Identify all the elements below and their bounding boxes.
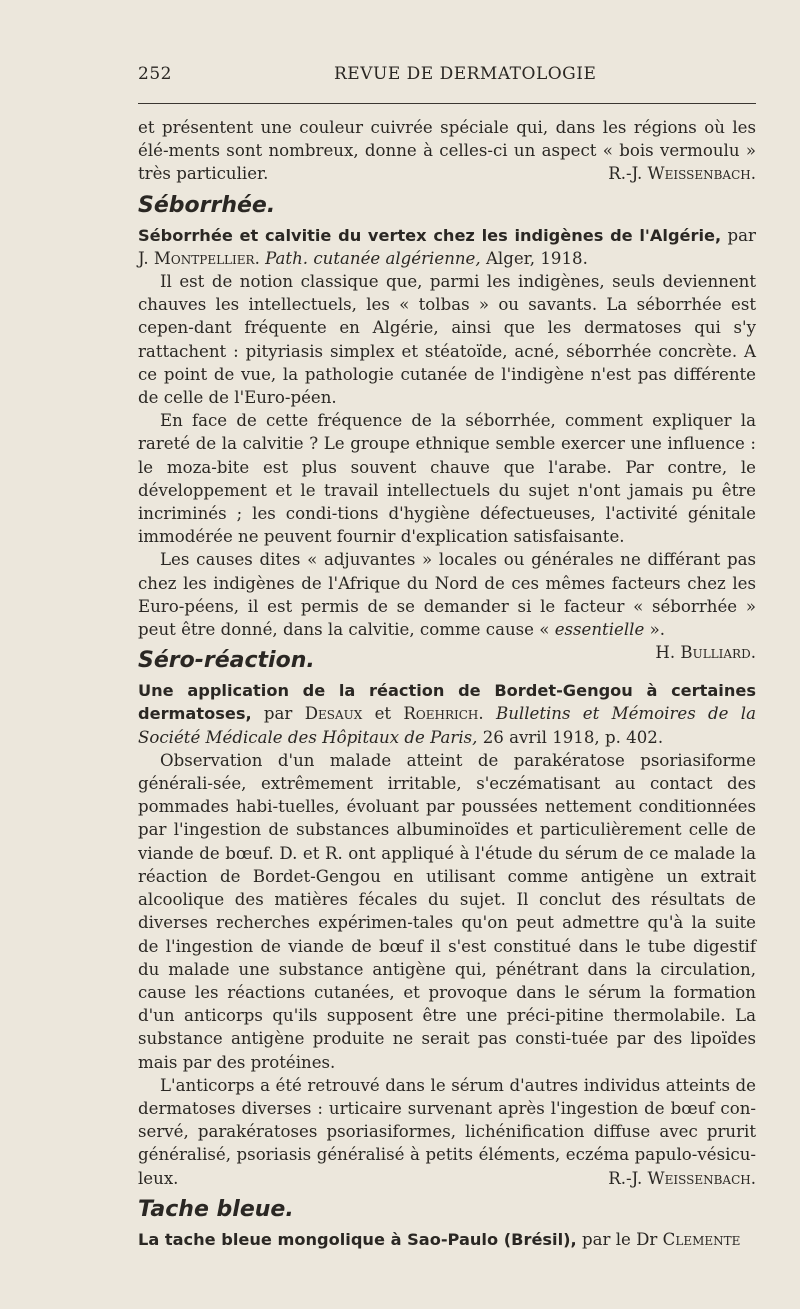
running-header xyxy=(138,64,756,88)
continuation-text: et présentent une couleur cuivrée spéciale qui, dans les régions où les élé-ments sont nombreux, donne à celles-ci un aspect « bois vermoulu » très particulier. xyxy=(138,118,756,184)
signature: R.-J. Weissenbach. xyxy=(608,1168,756,1188)
article-title: Séborrhée et calvitie du vertex chez les indigènes de l'Algérie, xyxy=(138,225,722,245)
running-title: REVUE DE DERMATOLOGIE xyxy=(334,64,597,84)
emphasis: essentielle xyxy=(554,620,645,640)
byline-par: par J. xyxy=(138,225,756,268)
section-heading-tache-bleue: Tache bleue. xyxy=(138,1196,294,1222)
signature: R.-J. Weissenbach. xyxy=(608,164,756,184)
journal: Bulletins et Mémoires de la Société Médicale des Hôpitaux de Paris, xyxy=(138,704,756,747)
journal: Path. cutanée algérienne, xyxy=(265,248,481,268)
paragraph: Observation d'un malade atteint de parakératose psoriasiforme générali-sée, extrêmement irritable, s'eczématisant au contact des pommades habi-tuelles, évoluant par poussées nettement conditionnées par l'ingestion de substances albuminoïdes et particulièrement celle de viande de bœuf. D. et R. ont appliqué à l'étude du sérum de ce malade la réaction de Bordet-Gengou en utilisant comme antigène un extrait alcoolique des matières fécales du sujet. Il conclut des résultats de diverses recherches expérimen-tales qu'on peut admettre qu'à la suite de l'ingestion de viande de bœuf il s'est constitué dans le tube digestif du malade une substance antigène qui, pénétrant dans la circulation, cause les réactions cutanées, et provoque dans le sérum la formation d'un anticorps qu'ils supposent être une préci-pitine thermolabile. La substance antigène produite ne serait pas consti-tuée par des lipoïdes mais par des protéines. xyxy=(138,750,756,1072)
article-title-block xyxy=(138,1228,756,1251)
byline-par: par xyxy=(263,704,293,724)
page-body xyxy=(138,116,756,1251)
signature: H. Bulliard. xyxy=(655,643,756,663)
author: Clemente xyxy=(662,1229,741,1249)
page-number: 252 xyxy=(138,64,172,84)
article-title-block xyxy=(138,679,756,749)
article-title-block: Séborrhée et calvitie du vertex chez les indigènes de l'Algérie, par J. Montpellier. Path. cutanée algérienne, Alger, 1918. xyxy=(138,225,756,268)
author: Roehrich. xyxy=(403,704,484,724)
continuation-paragraph xyxy=(138,116,756,186)
author: Desaux xyxy=(304,704,363,724)
paragraph xyxy=(138,1074,756,1190)
paragraph-text: Les causes dites « adjuvantes » locales ou générales ne différant pas chez les indigènes de l'Afrique du Nord de ces mêmes facteurs chez les Euro-péens, il est permis de se demander si le facteur « séborrhée » peut être donné, dans la calvitie, comme cause « xyxy=(138,550,756,640)
byline-et: et xyxy=(374,704,392,724)
reference: 26 avril 1918, p. 402. xyxy=(482,727,664,747)
byline-par: par le Dr xyxy=(582,1229,658,1249)
paragraph-text: L'anticorps a été retrouvé dans le sérum d'autres individus atteints de dermatoses diverses : urticaire survenant après l'ingestion de bœuf con-servé, parakératoses psoriasiformes, lichénification diffuse avec prurit généralisé, psoriasis généralisé à petits éléments, eczéma papulo-vésicu-leux. xyxy=(138,1075,756,1188)
paragraph-text: ». xyxy=(649,620,666,640)
author: Montpellier xyxy=(153,248,255,268)
header-rule xyxy=(138,103,756,104)
section-heading-sero-reaction: Séro-réaction. xyxy=(138,648,315,674)
paragraph: Il est de notion classique que, parmi les indigènes, seuls deviennent chauves les intellectuels, les « tolbas » ou savants. La séborrhée est cepen-dant fréquente en Algérie, ainsi que les dermatoses qui s'y rattachent : pityriasis simplex et stéatoïde, acné, séborrhée concrète. A ce point de vue, la pathologie cutanée de l'indigène n'est pas différente de celle de l'Euro-péen. xyxy=(138,272,756,408)
reference: Alger, 1918. xyxy=(485,248,588,268)
section-heading-seborrhee: Séborrhée. xyxy=(138,192,276,218)
paragraph: En face de cette fréquence de la séborrhée, comment expliquer la rareté de la calvitie ? Le groupe ethnique semble exercer une influence : le moza-bite est plus souvent chauve que l'arabe. Par contre, le développement et le travail intellectuels du sujet n'ont jamais pu être incriminés ; les condi-tions d'hygiène défectueuses, l'activité génitale immodérée ne peuvent fournir d'explication satisfaisante. xyxy=(138,411,756,547)
article-title: La tache bleue mongolique à Sao-Paulo (Brésil), xyxy=(138,1229,577,1249)
article-title: Une application de la réaction de Bordet-Gengou à certaines dermatoses, xyxy=(138,681,756,724)
